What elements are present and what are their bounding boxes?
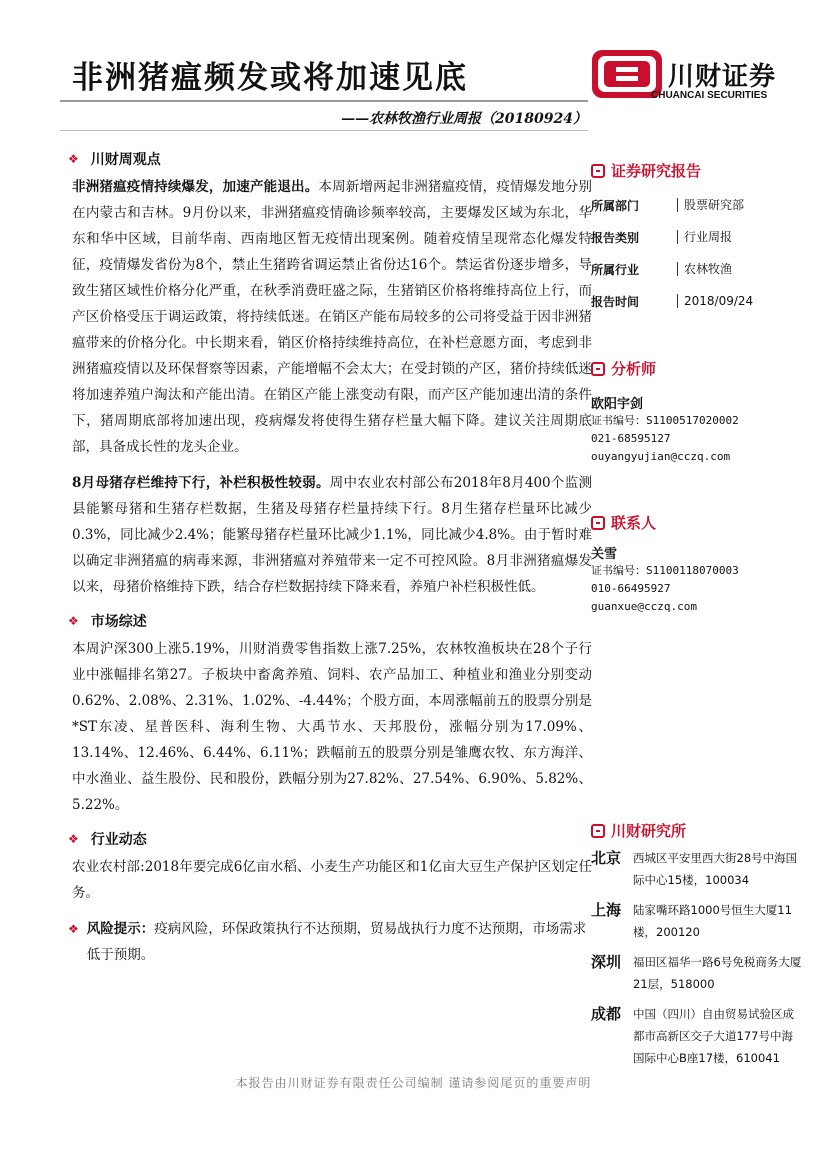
analyst-heading: 分析师 (591, 358, 806, 379)
diamond-bullet-icon: ❖ (68, 922, 79, 936)
info-row-department: 所属部门 股票研究部 (591, 198, 745, 213)
analyst-icon (591, 362, 605, 376)
report-info-heading: 证券研究报告 (591, 160, 806, 181)
analyst-name: 欧阳宇剑 (591, 397, 644, 412)
title-divider (60, 100, 588, 102)
info-row-category: 报告类别 行业周报 (591, 230, 733, 245)
report-subtitle: ——农林牧渔行业周报（20180924） (341, 111, 587, 127)
risk-warning (68, 916, 592, 968)
report-title: 非洲猪瘟频发或将加速见底 (72, 60, 468, 96)
institute-icon (591, 824, 605, 838)
contact-email[interactable]: guanxue@cczq.com (591, 600, 697, 613)
company-name-en: CHUANCAI SECURITIES (651, 90, 768, 101)
section-heading-market: ❖ 市场综述 (68, 614, 147, 630)
contact-phone: 010-66495927 (591, 582, 671, 595)
view-p1-lead: 非洲猪瘟疫情持续爆发，加速产能退出。 (72, 179, 319, 195)
market-paragraph: 本周沪深300上涨5.19%，川财消费零售指数上涨7.25%，农林牧渔板块在28个子行业中涨幅排名第27。子板块中畜禽养殖、饲料、农产品加工、种植业和渔业分别变动0.62%、2.08%、2.31%、1.02%、-4.44%；个股方面，本周涨幅前五的股票分别是*ST东凌、星普医科、海利生物、大禹节水、天邦股份，涨幅分别为17.09%、13.14%、12.46%、6.44%、6.11%；跌幅前五的股票分别是雏鹰农牧、东方海洋、中水渔业、益生股份、民和股份，跌幅分别为27.82%、27.54%、6.90%、5.82%、5.22%。 (72, 641, 592, 813)
office-shenzhen: 深圳 福田区福华一路6号免税商务大厦21层，518000 (591, 953, 802, 991)
analyst-email[interactable]: ouyangyujian@cczq.com (591, 450, 731, 463)
main-content (68, 148, 593, 968)
view-p2-lead: 8月母猪存栏维持下行，补栏积极性较弱。 (72, 475, 330, 491)
footer-disclaimer: 本报告由川财证券有限责任公司编制 谨请参阅尾页的重要声明 (235, 1076, 592, 1090)
subtitle-divider (60, 130, 588, 131)
analyst-phone: 021-68595127 (591, 432, 671, 445)
diamond-bullet-icon: ❖ (68, 614, 79, 628)
view-paragraph-2 (72, 470, 592, 600)
report-icon (591, 164, 605, 178)
section-heading-industry: ❖ 行业动态 (68, 832, 147, 848)
section-heading-view: ❖ 川财周观点 (68, 152, 161, 168)
company-name-cn: 川财证券 (668, 62, 777, 92)
risk-label: 风险提示： (86, 921, 155, 937)
institute-panel (591, 820, 806, 1077)
info-row-date: 报告时间 2018/09/24 (591, 294, 754, 309)
contact-icon (591, 516, 605, 530)
office-chengdu: 成都 中国（四川）自由贸易试验区成都市高新区交子大道177号中海国际中心B座17楼，610041 (591, 1005, 794, 1065)
contact-heading: 联系人 (591, 512, 806, 533)
view-paragraph-1 (72, 174, 592, 460)
contact-panel (591, 512, 806, 616)
institute-heading: 川财研究所 (591, 820, 806, 841)
risk-text: 疫病风险，环保政策执行不达预期，贸易战执行力度不达预期，市场需求低于预期。 (86, 921, 587, 963)
info-row-industry: 所属行业 农林牧渔 (591, 262, 733, 277)
contact-name: 关雪 (591, 547, 618, 562)
diamond-bullet-icon: ❖ (68, 152, 79, 166)
analyst-panel (591, 358, 806, 466)
industry-paragraph: 农业农村部:2018年要完成6亿亩水稻、小麦生产功能区和1亿亩大豆生产保护区划定任务。 (72, 859, 592, 901)
analyst-cert: 证书编号：S1100517020002 (591, 414, 739, 427)
contact-cert: 证书编号：S1100118070003 (591, 564, 739, 577)
view-p2-body: 周中农业农村部公布2018年8月400个监测县能繁母猪和生猪存栏数据，生猪及母猪存栏量持续下行。8月生猪存栏量环比减少0.3%，同比减少2.4%；能繁母猪存栏量环比减少1.1%，同比减少4.8%。由于暂时难以确定非洲猪瘟的病毒来源，非洲猪瘟对养殖带来一定不可控风险。8月非洲猪瘟爆发以来，母猪价格维持下跌，结合存栏数据持续下降来看，养殖户补栏积极性低。 (72, 475, 592, 595)
office-beijing: 北京 西城区平安里西大街28号中海国际中心15楼，100034 (591, 849, 798, 887)
view-p1-body: 本周新增两起非洲猪瘟疫情，疫情爆发地分别在内蒙古和吉林。9月份以来，非洲猪瘟疫情确诊频率较高，主要爆发区域为东北，华东和华中区域，目前华南、西南地区暂无疫情出现案例。随着疫情呈现常态化爆发特征，疫情爆发省份为8个，禁止生猪跨省调运禁止省份达16个。禁运省份逐步增多，导致生猪区域性价格分化严重，在秋季消费旺盛之际，生猪销区价格将维持高位上行，而产区价格受压于调运政策，将持续低迷。在销区产能布局较多的公司将受益于因非洲猪瘟带来的价格分化。中长期来看，销区价格持续维持高位，在补栏意愿方面，考虑到非洲猪瘟疫情以及环保督察等因素，产能增幅不会太大；在受封锁的产区，猪价持续低迷将加速养殖户淘汰和产能出清。在销区产能上涨变动有限，而产区产能加速出清的条件下，猪周期底部将加速出现，疫病爆发将使得生猪存栏量大幅下降。建议关注周期底部，具备成长性的龙头企业。 (72, 179, 593, 455)
diamond-bullet-icon: ❖ (68, 832, 79, 846)
report-info-panel (591, 160, 806, 317)
office-shanghai: 上海 陆家嘴环路1000号恒生大厦11楼，200120 (591, 901, 792, 939)
